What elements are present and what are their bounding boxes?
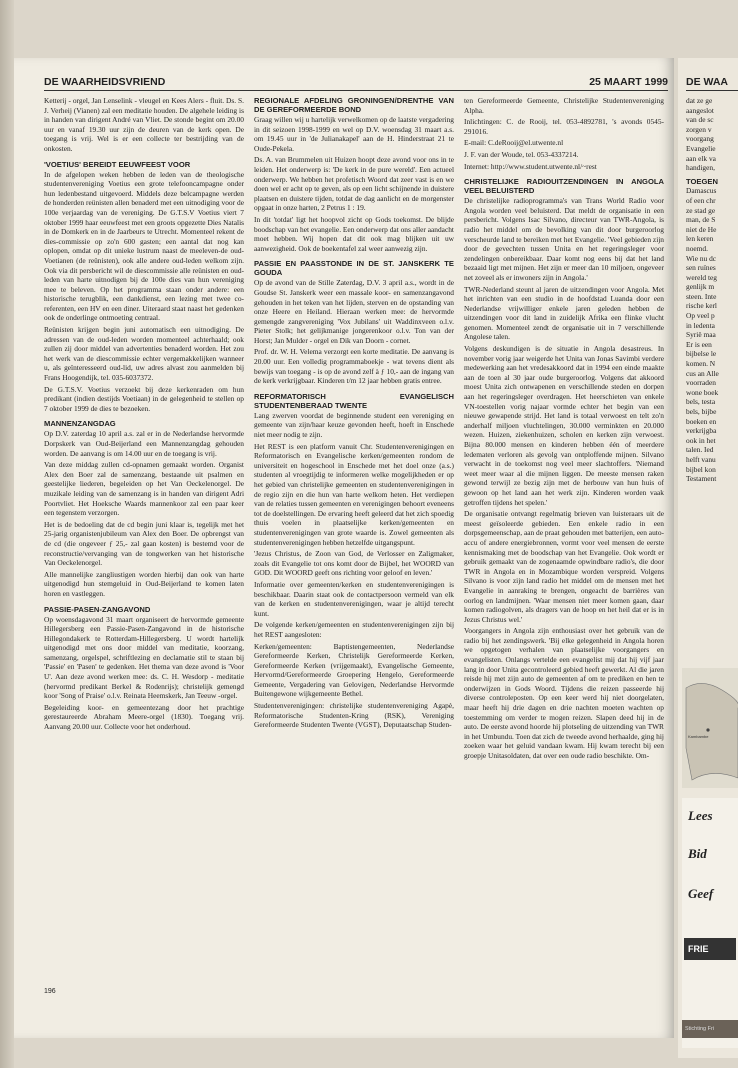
article-paragraph: In de afgelopen weken hebben de leden van de theologische studentenvereniging Voetius een grote telefooncampagne onder hun ledenbestand uitgevoerd. Middels deze belcampagne werden de honderden reünisten allen benaderd met een uitnodiging voor de 100e verjaardag van de vereniging. De G.T.S.V Voetius viert 7 oktober 1999 haar eeuwfeest met een groots opgezette Dies Natalis in de Domkerk en in de Jaarbeurs te Utrecht. Momenteel rekent de dies-commissie op zo'n 600 gasten; een aantal dat nog kan oplopen, omdat op dit unieke lustrum naast de meeleven-de oud-Voetianen (de reünisten), ook alle andere oud-leden welkom zijn. Ook via dit persbericht wil de diescommissie alle reünisten en oud-leden van harte uitnodigen bij de 100e dies van hun vereniging mee te beleven. Op het programma staan onder andere: een historische terugblik, een dankdienst, een lezing met twee co-referenten, een HV en een diner. Uiteraard staat naast het gedenken ook de onderlinge ontmoeting centraal. [44, 169, 244, 323]
adjacent-text-line: Syrië maa [686, 330, 716, 340]
adjacent-text-line: niet de He [686, 224, 717, 234]
adjacent-text-line: komen. N [686, 359, 716, 369]
article-paragraph: Het is de bedoeling dat de cd begin juni klaar is, tegelijk met het 25-jarig organistenjubileum van Alex den Boer. De opbrengst van de cd (die ongeveer ƒ 25,- zal gaan kosten) is bestemd voor de reconstructie/vervanging van de tongwerken van het historische Van Oeckelenorgel. [44, 519, 244, 568]
adjacent-text-line: wone boek [686, 387, 719, 397]
article-heading: PASSIE-PASEN-ZANGAVOND [44, 604, 151, 614]
article-paragraph: De christelijke radioprogramma's van Trans World Radio voor Angola worden veel beluisterd. Dat meldt de organisatie in een persbericht. Volgens Isac Silvano, directeur van TWR-Angola, is radio het middel om de bevolking van dit door burgeroorlog verscheurde land te bereiken met het Evangelie. 'Veel gebieden zijn door de gevechten tussen Unita en het regeringsleger voor zendelingen onbereikbaar. Daar komt nog eens bij dat het land bezaaid ligt met mijnen. Het zijn er meer dan 10 miljoen, ongeveer net zoveel als er inwoners zijn in Angola.' [464, 196, 664, 282]
adjacent-text-line: cus an Alle [686, 368, 719, 378]
adjacent-text-line: ze stad ge [686, 205, 716, 215]
map-city-label: Kambambe [688, 734, 709, 739]
book-binding [0, 0, 14, 1068]
ad-footer: Stichting Fri [682, 1020, 738, 1038]
article-paragraph: Lang zwerven voordat de beginnende student een vereniging en gemeente van zijn/haar keuze gevonden heeft, hoeft in Enschede niet meer nodig te zijn. [254, 410, 454, 440]
article-heading: 'VOETIUS' BEREIDT EEUWFEEST VOOR [44, 159, 191, 169]
adjacent-text-line: talen. Ied [686, 445, 714, 455]
article-heading: REFORMATORISCH EVANGELISCH STUDENTENBERAAD TWENTE [254, 391, 454, 410]
map-landmass [686, 683, 738, 780]
adjacent-text-line: wereld teg [686, 272, 717, 282]
article-paragraph: Begeleiding koor- en gemeentezang door het prachtige gerestaureerde Abraham Meere-orgel (1830). Toegang vrij. Aanvang 20.00 uur. Collecte voor het onderhoud. [44, 702, 244, 732]
adjacent-text-line: handigen, [686, 163, 715, 173]
adjacent-text-line: noemd. [686, 243, 708, 253]
adjacent-text-line: Wie nu dc [686, 253, 717, 263]
adjacent-text-line: Damascus [686, 186, 717, 196]
ad-word-1: Lees [688, 808, 713, 823]
map-graphic [682, 668, 738, 788]
adjacent-text-line: in ledenta [686, 320, 715, 330]
article-paragraph: Op de avond van de Stille Zaterdag, D.V. 3 april a.s., wordt in de Goudse St. Janskerk weer een massale koor- en samenzangavond gehouden in het teken van het lijden, sterven en de opstanding van onze Heere en Heiland. Hieraan werken mee: de hervormde gemengde zangvereniging 'Vox Jubilans' uit Waddinxveen o.l.v. Pieter Stolk; het gelijkmanige jongerenkoor o.l.v. Ton van der Horst; Jan Mulder - orgel en Dik van Doorn - cornet. [254, 278, 454, 345]
article-paragraph: De organisatie ontvangt regelmatig brieven van luisteraars uit de meest geïsoleerde gebieden. Een enkele radio in een dorpsgemeenschap, aan de praat gehouden met batterijen, een auto-accu of andere energiebronnen, vormt voor veel mensen de eerste kennismaking met de boodschap van het Evangelie. Ook wordt er gebruik gemaakt van de zogenaamde opwindbare radio's, die door TWR in Angola en in Mozambique worden verspreid. Volgens Silvano is voor zijn land radio het middel om de mensen met het Evangelie in aanraking te brengen, ongeacht de barrières van oorlog en landmijnen. 'Waar mensen niet meer komen gaan, daar komen radiogolven, als dragers van de hoop en het heil dat er is in Jezus Christus wel.' [464, 509, 664, 624]
article-paragraph: Studentenverenigingen: christelijke studentenvereniging Agapè, Reformatorische Studenten-Kring (RSK), Vereniging Gereformeerde Studenten Twente (VGST), Deputaatschap Studen- [254, 701, 454, 730]
page-number: 196 [44, 988, 56, 995]
article-paragraph: Op D.V. zaterdag 10 april a.s. zal er in de Nederlandse hervormde Dorpskerk van Oud-Beijerland een Mannenzangdag gehouden worden. De aanvang is om 14.00 uur en de toegang is vrij. [44, 429, 244, 458]
adjacent-text-line: Op veel p [686, 311, 715, 321]
adjacent-text-line: genlijk m [686, 282, 715, 292]
adjacent-text-line: sen ruïnes [686, 263, 716, 273]
adjacent-page-header [686, 74, 738, 91]
advertisement [682, 798, 738, 1048]
article-heading: PASSIE EN PAASSTONDE IN DE ST. JANSKERK TE GOUDA [254, 259, 454, 278]
article-paragraph: 'Jezus Christus, de Zoon van God, de Verlosser en Zaligmaker, zoals dit Evangelie tot ons komt door de Bijbel, het WOORD van GOD. Dit WOORD geeft ons richting voor geloof en leven.' [254, 549, 454, 578]
publication-title: DE WAARHEIDSVRIEND [44, 76, 166, 88]
adjacent-text-line: bijbel kon [686, 464, 716, 474]
article-paragraph: Voorgangers in Angola zijn enthousiast over het gebruik van de radio bij het zendingswerk. 'Bij elke gelegenheid in Angola horen we opgetogen verhalen van plaatselijke voorgangers en evangelisten. Onlangs vertelde een evangelist mij dat hij vijf jaar lang in door Unita gecontroleerd gebied heeft gewerkt. Al die jaren reisde hij met zijn auto de gemeenten af om te prediken en hen te onderwijzen in Gods Woord. Tijdens die reizen passeerde hij diverse controleposten. Op een keer werd hij niet doorgelaten, maar heeft hij drie dagen en drie nachten moeten wachten op toestemming om verder te mogen reizen. Slapen deed hij in de auto. De eerste avond hoorde hij plotseling de uitzending van TWR in het Umbundu. Toen dat zich de tweede avond herhaalde, ging hij zoeken waar het geluid vandaan kwam. Hij kwam terecht bij een groepje Unitasoldaten, dat over een oude radio beschikte. Om- [464, 626, 664, 760]
adjacent-text-line: steen. Inte [686, 291, 717, 301]
ad-word-3: Geef [688, 886, 714, 901]
adjacent-text-line: dat ze ge [686, 96, 713, 105]
adjacent-article-heading: TOEGEN [686, 176, 718, 186]
article-paragraph: Prof. dr. W. H. Velema verzorgt een korte meditatie. De aanvang is 20.00 uur. Een volledig programmaboekje - wat tevens dient als bewijs van toegang - is op de avond zelf à ƒ 10,- aan de ingang van de kerk verkrijgbaar. Kinderen t/m 12 jaar hebben gratis entree. [254, 347, 454, 386]
article-paragraph: Inlichtingen: C. de Rooij, tel. 053-4892781, 's avonds 0545-291016. [464, 117, 664, 136]
adjacent-text-line: ook in het [686, 435, 716, 445]
newspaper-page [14, 58, 674, 1038]
article-paragraph: De volgende kerken/gemeenten en studentenverenigingen zijn bij het REST aangesloten: [254, 620, 454, 639]
article-paragraph: Ketterij - orgel, Jan Lenselink - vleugel en Kees Alers - fluit. Ds. S. J. Verheij (Vianen) zal een meditatie houden. De algehele leiding is in handen van dirigent André van Vliet. De stonde begint om 20.00 uur en vanaf 19.30 uur zijn de deuren van de kerk open. De toegang is vrij. Wel is er een collecte ter bestrijding van de onkosten. [44, 96, 244, 153]
article-paragraph: Van deze middag zullen cd-opnamen gemaakt worden. Organist Alex den Boer zal de samenzang, bestaande uit psalmen en geestelijke liederen, begeleiden op het Van Oeckelenorgel. De muzikale leiding van de samenzang is in handen van dirigent Adri Poortvliet. Het Hoeksche Waards mannenkoor zal een paar keer een tegenstem verzorgen. [44, 460, 244, 518]
adjacent-text-line: verkrijgba [686, 426, 717, 436]
article-paragraph: J. F. van der Woude, tel. 053-4337214. [464, 149, 579, 159]
adjacent-text-line: Er is een [686, 339, 712, 349]
article-paragraph: Het REST is een platform vanuit Chr. Studentenverenigingen en Reformatorisch en Evangelische kerken/gemeenten rondom de universiteit en hogeschool in Enschede met het doel onze (a.s.) studenten al vroegtijdig te informeren welke mogelijkheden er op het gebied van christelijke gemeenten en studentenverenigingen in de regio zijn en die hun van harte welkom heten. Het verdiepen van de relaties tussen gemeenten en verenigingen behoort eveneens tot de doelstellingen. De ervaring heeft geleerd dat het zich spoedig thuis voelen in plaatselijke kerken/gemeenten en studentenverenigingen van grote waarde is. Zowel gemeenten als studentenverenigingen hebben hetzelfde uitgangspunt. [254, 441, 454, 547]
adjacent-text-line: of een chr [686, 195, 716, 205]
adjacent-text-line: bels, testa [686, 397, 716, 407]
article-paragraph: Graag willen wij u hartelijk verwelkomen op de laatste vergadering in dit seizoen 1998-1999 en wel op D.V. woensdag 31 maart a.s. om 19.45 uur in 'de Julianakapel' aan de H. Hinderstraat 21 te Oude-Pekela. [254, 115, 454, 153]
article-paragraph: Reünisten krijgen begin juni automatisch een uitnodiging. De adressen van de oud-leden worden momenteel achterhaald; ook zullen zij door middel van advertenties benaderd worden. Het zou het werk van de diescommissie echter vergemakkelijken wanneer u, als geïnteresseerd oud-lid, uw adres alvast zou aanmelden bij Frans Hoogendijk, tel. 035-6037372. [44, 325, 244, 383]
article-paragraph: Internet: http://www.student.utwente.nl/~rest [464, 161, 597, 171]
adjacent-text-line: boeken en [686, 416, 717, 426]
adjacent-text-line: man, de S [686, 215, 716, 225]
article-paragraph: Kerken/gemeenten: Baptistengemeenten, Nederlandse Gereformeerde Kerken, Christelijk Gereformeerde Kerken, Gereformeerde Kerken (vrijgemaakt), Evangelische Gemeente, Hervormd/Gereformeerde Groepering Hengelo, Gereformeerde Gemeente, Vergadering van Gelovigen, Nederlandse Hervormde Buitengewone wijkgemeente Bethel. [254, 641, 454, 699]
column-1 [44, 96, 244, 996]
article-paragraph: Volgens deskundigen is de situatie in Angola desastreus. In november vorig jaar weigerde het Unita van Jonas Savimbi verdere medewerking aan het vredesakkoord dat in 1994 een einde maakte aan de toen al 30 jaar oude burgeroorlog. Volgens dat akkoord moest Unita zich ontwapenen en verschillende steden en dorpen aan het regeringsleger overdragen. Het heerschieten van enkele VN-toestellen vorig najaar vormde echter het begin van een nieuwe gewapende strijd. Het land is totaal verwoest en telt zo'n anderhalf miljoen vluchtelingen, 30.000 verminkten en 20.000 wezen. Huizen, ziekenhuizen, scholen en kerken zijn verwoest. Bijna 80.000 mensen en kinderen hebben één of meerdere ledematen verloren als gevolg van ontploffende mijnen. Silvano verwacht in de toekomst nog veel meer slachtoffers. 'Niemand weet meer waar al die mijnen liggen. De meeste mensen raken gewond terwijl ze bezig zijn met de herbouw van hun huis of gewoon op het land aan het werk zijn. Kinderen worden vaak getroffen tijdens het spelen.' [464, 344, 664, 507]
angola-map-image [682, 668, 738, 788]
article-heading: MANNENZANGDAG [44, 419, 116, 429]
adjacent-text-line: len keren [686, 234, 714, 244]
adjacent-text-line: Testament [686, 474, 717, 484]
adjacent-publication-title: DE WAA [686, 76, 728, 88]
adjacent-text-line: aan elk va [686, 153, 716, 163]
article-heading: CHRISTELIJKE RADIOUITZENDINGEN IN ANGOLA VEEL BELUISTERD [464, 177, 664, 196]
article-paragraph: De G.T.S.V. Voetius verzoekt bij deze kerkenraden om hun predikant (indien destijds Voetiaan) in de gelegenheid te stellen op 7 oktober 1999 de dies te bezoeken. [44, 384, 244, 413]
article-paragraph: Ds. A. van Brummelen uit Huizen hoopt deze avond voor ons in te leiden. Het onderwerp is: 'De kerk in de pure wereld'. Een actueel onderwerp. We hebben het profetisch Woord dat zeer vast is en we doen wel er acht op te geven, als op een licht schijnende in duistere plaatsen en duistere tijden, totdat de dag aanlicht en de morgenster opgaat in onze harten, 2 Petrus 1 : 19. [254, 155, 454, 213]
page-header [44, 74, 668, 91]
ad-word-2: Bid [688, 846, 707, 861]
adjacent-text-line: rische kerl [686, 301, 717, 311]
adjacent-text-line: van de sc [686, 115, 714, 125]
adjacent-page [678, 58, 738, 1058]
ad-logo: FRIE [684, 938, 736, 960]
adjacent-text-line: zorgen v [686, 124, 712, 134]
adjacent-text-line: helft vanu [686, 454, 716, 464]
map-city-marker [706, 728, 709, 731]
adjacent-text-line: voorgang [686, 134, 714, 144]
article-paragraph: TWR-Nederland steunt al jaren de uitzendingen voor Angola. Met het inrichten van een studio in de hoofdstad Luanda door een Nederlandse vrijwilliger enkele jaren geleden hebben de uitzendingen voor dit land in zuidelijk Afrika een flinke vlucht genomen. Momenteel zendt de organisatie uit in 7 verschillende Angolese talen. [464, 284, 664, 342]
column-2 [254, 96, 454, 996]
issue-date: 25 MAART 1999 [589, 76, 668, 88]
article-paragraph: Op woensdagavond 31 maart organiseert de hervormde gemeente Hillegersberg een Passie-Pasen-Zangavond in de historische Hillegondakerk te Rotterdam-Hillegersberg. U wordt hartelijk uitgenodigd met ons door middel van meditatie, koorzang, samenzang, orgelspel, schriftlezing en declamatie stil te staan bij 'Passie' en 'Pasen' te gedenken. Het thema van deze avond is 'Voor U'. Aan deze avond werken mee: ds. C. H. Wesdorp - meditatie (hervormd predikant Berkel & Rodenrijs); christelijk gemengd koor 'Song of Praise' o.l.v. Reinata Heemskerk, Jan Teeuw -orgel. [44, 614, 244, 701]
adjacent-text-line: voorraden [686, 378, 716, 388]
adjacent-page-text [686, 96, 738, 656]
adjacent-text-line: Evangelie [686, 143, 716, 153]
adjacent-text-line: bijbelse le [686, 349, 717, 359]
adjacent-text-line: bels, bijbe [686, 407, 717, 416]
article-paragraph: ten Gereformeerde Gemeente, Christelijke Studentenvereniging Alpha. [464, 96, 664, 115]
article-paragraph: In dit 'totdat' ligt het hoopvol zicht op Gods toekomst. De blijde boodschap van het evangelie. Een onderwerp dat ons aller aandacht moet hebben. Wij hopen dat dit ook mag blijken uit uw aanwezigheid. Ook de boekentafel zal weer aanwezig zijn. [254, 214, 454, 253]
column-3 [464, 96, 664, 996]
article-heading: REGIONALE AFDELING GRONINGEN/DRENTHE VAN DE GEREFORMEERDE BOND [254, 96, 454, 114]
article-paragraph: Informatie over gemeenten/kerken en studentenverenigingen is beschikbaar. Daarin staat ook de contactpersoon vermeld van elk van de kerken en studentenverenigingen, waar je altijd terecht kunt. [254, 579, 454, 618]
adjacent-text-line: aangeslot [686, 105, 714, 115]
article-paragraph: Alle mannelijke zangliustigen worden hierbij dan ook van harte uitgenodigd hun stemgeluid in Oud-Beijerland te komen laten horen en vastleggen. [44, 569, 244, 598]
article-paragraph: E-mail: C.deRooij@el.utwente.nl [464, 138, 564, 148]
